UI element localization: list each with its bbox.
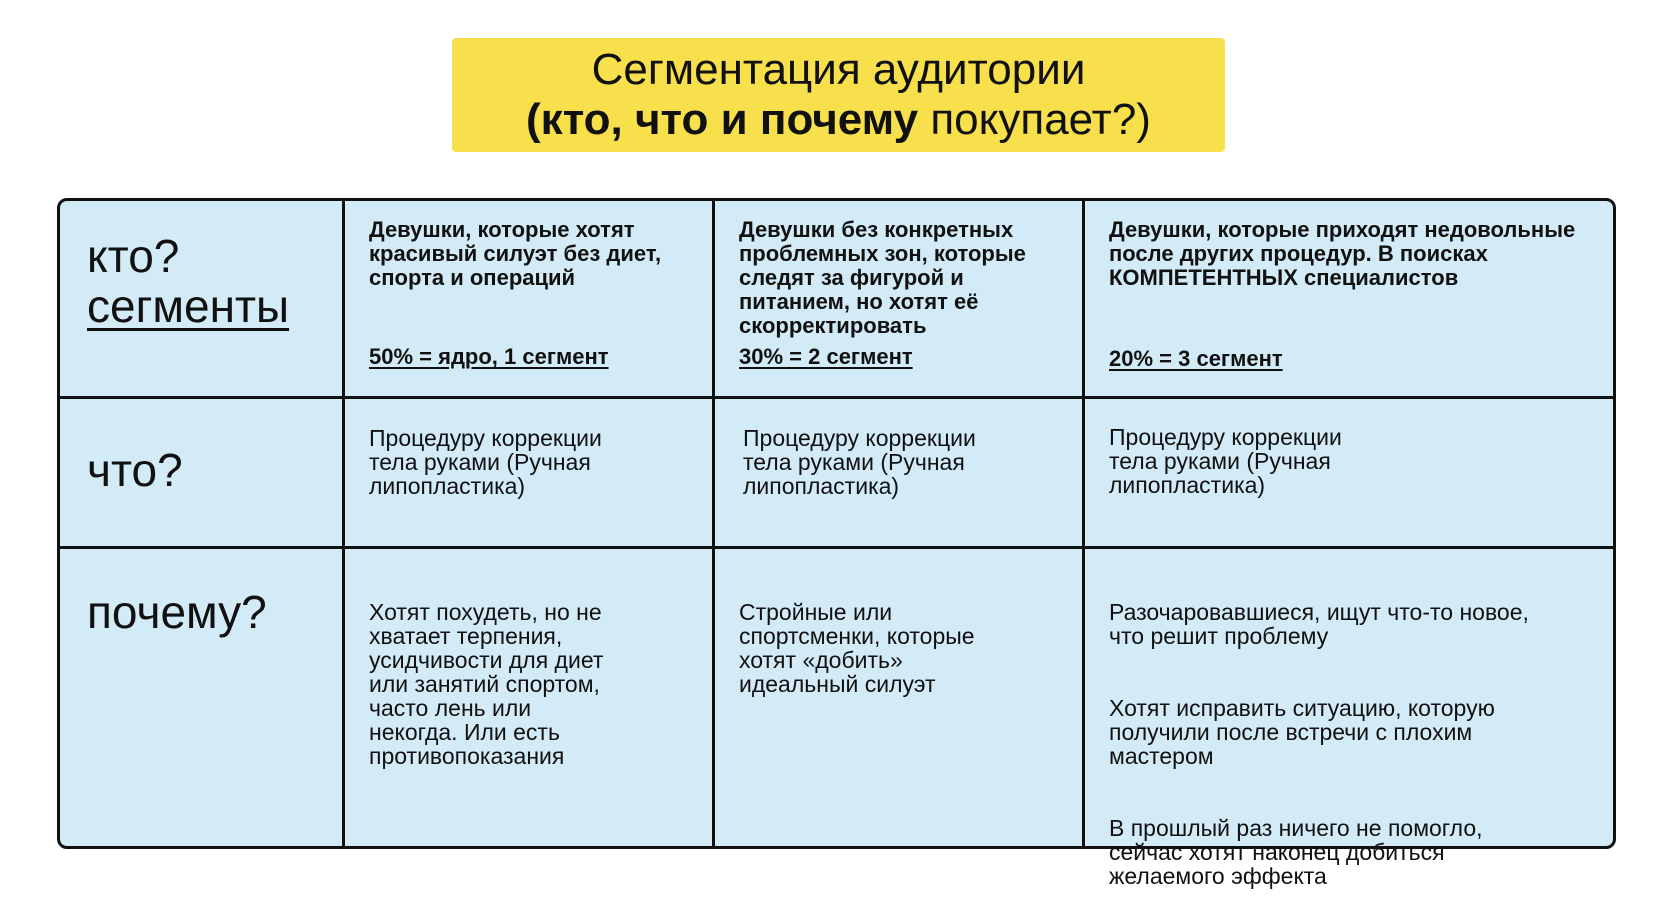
page-subtitle	[526, 95, 1151, 145]
segment-1-share: 50% = ядро, 1 сегмент	[369, 344, 609, 369]
segment-1-why-text	[369, 576, 698, 792]
segment-1-why-paragraph: Хотят похудеть, но не хватает терпения, усидчивости для диет или занятий спортом, часто лень или некогда. Или есть противопоказания	[369, 599, 604, 769]
segment-1-who	[345, 201, 715, 399]
row-header-why	[60, 549, 345, 846]
segment-3-share: 20% = 3 сегмент	[1109, 346, 1283, 371]
segment-2-title: Девушки без конкретных проблемных зон, которые следят за фигурой и питанием, но хотят её скорректировать	[739, 217, 1026, 338]
segment-3-why-paragraph-3: В прошлый раз ничего не помогло, сейчас хотят наконец добиться желаемого эффекта	[1109, 815, 1483, 889]
segment-2-what	[715, 399, 1085, 549]
title-banner	[452, 38, 1225, 152]
segment-1-title: Девушки, которые хотят красивый силуэт без диет, спорта и операций	[369, 217, 662, 290]
segment-3-why	[1085, 549, 1613, 889]
segment-2-who	[715, 201, 1085, 399]
row-header-who-label: кто?	[87, 230, 180, 282]
segment-3-why-text	[1109, 576, 1599, 912]
row-header-what-label: что?	[87, 444, 183, 496]
segment-3-title: Девушки, которые приходят недовольные после других процедур. В поисках КОМПЕТЕНТНЫХ специалистов	[1109, 217, 1576, 290]
row-header-who	[60, 201, 345, 399]
subtitle-bold: (кто, что и почему	[526, 95, 919, 144]
row-header-segments-label: сегменты	[87, 280, 290, 332]
segment-3-what	[1085, 399, 1613, 549]
segment-2-why-paragraph: Стройные или спортсменки, которые хотят «добить» идеальный силуэт	[739, 599, 975, 697]
segment-3-why-paragraph-1: Разочаровавшиеся, ищут что-то новое, что решит проблему	[1109, 599, 1529, 649]
segment-2-why-text	[739, 576, 1068, 720]
segment-2-share: 30% = 2 сегмент	[739, 344, 913, 369]
segment-1-what	[345, 399, 715, 549]
row-header-what	[60, 399, 345, 549]
segment-3-why-paragraph-2: Хотят исправить ситуацию, которую получили после встречи с плохим мастером	[1109, 695, 1495, 769]
row-header-why-label: почему?	[87, 586, 267, 638]
subtitle-regular: покупает?)	[918, 95, 1151, 144]
page-title: Сегментация аудитории	[591, 45, 1086, 94]
segment-3-who	[1085, 201, 1613, 399]
segment-1-what-text: Процедуру коррекции тела руками (Ручная липопластика)	[369, 425, 602, 499]
segment-3-what-text: Процедуру коррекции тела руками (Ручная липопластика)	[1109, 424, 1342, 498]
segment-2-why	[715, 549, 1085, 846]
segment-2-what-text: Процедуру коррекции тела руками (Ручная липопластика)	[743, 425, 976, 499]
segment-1-why	[345, 549, 715, 846]
segmentation-table	[57, 198, 1616, 889]
